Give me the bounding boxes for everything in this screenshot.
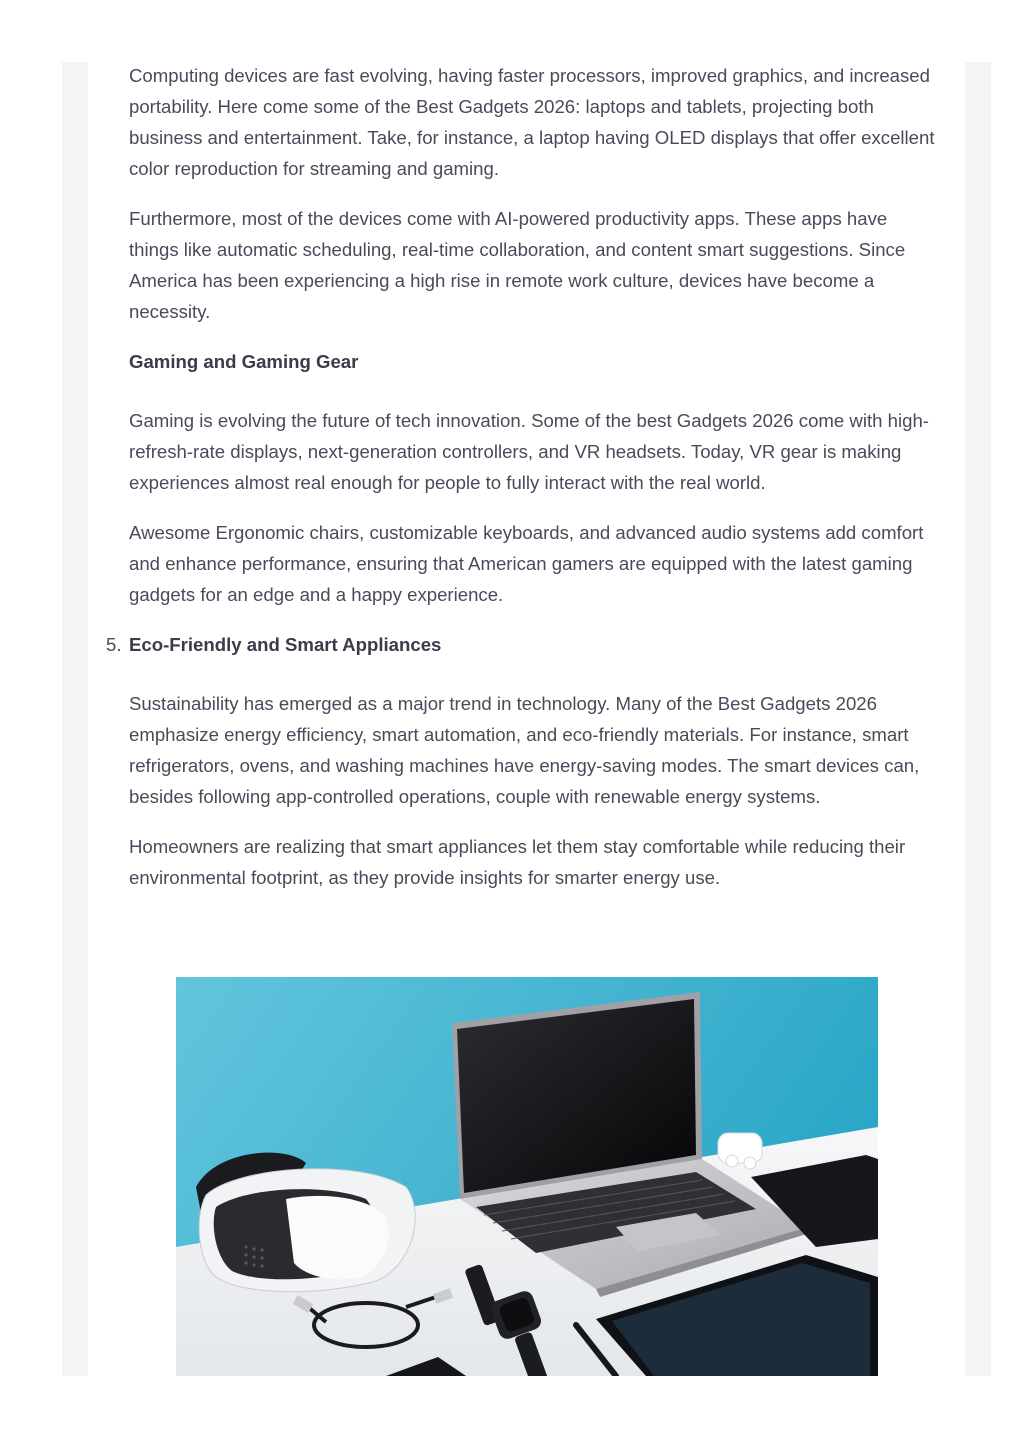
- article-body: [106, 60, 939, 912]
- heading-eco-item: [106, 629, 939, 660]
- paragraph-productivity: Furthermore, most of the devices come with AI-powered productivity apps. These apps have things like automatic scheduling, real-time collaboration, and content smart suggestions. Since America has been experiencing a high rise in remote work culture, devices have become a necessity.: [129, 208, 906, 322]
- list-number: 5.: [106, 634, 122, 655]
- paragraph-computing: Computing devices are fast evolving, having faster processors, improved graphics, and increased portability. Here come some of the Best Gadgets 2026: laptops and tablets, projecting both business and entertainment. Take, for instance, a laptop having OLED displays that offer excellent color reproduction for streaming and gaming.: [129, 65, 935, 179]
- left-margin-strip: [62, 62, 88, 1376]
- heading-gaming: Gaming and Gaming Gear: [129, 351, 359, 372]
- gadgets-photo: [176, 977, 878, 1376]
- paragraph-gaming: Gaming is evolving the future of tech innovation. Some of the best Gadgets 2026 come with high-refresh-rate displays, next-generation controllers, and VR headsets. Today, VR gear is making experiences almost real enough for people to fully interact with the real world.: [129, 410, 929, 493]
- heading-eco: Eco-Friendly and Smart Appliances: [129, 634, 442, 655]
- paragraph-gaming-gear: Awesome Ergonomic chairs, customizable keyboards, and advanced audio systems add comfort and enhance performance, ensuring that American gamers are equipped with the latest gaming gadgets for an edge and a happy experience.: [129, 522, 924, 605]
- right-margin-strip: [965, 62, 991, 1376]
- paragraph-homeowners: Homeowners are realizing that smart appliances let them stay comfortable while reducing their environmental footprint, as they provide insights for smarter energy use.: [129, 836, 906, 888]
- paragraph-sustainability: Sustainability has emerged as a major trend in technology. Many of the Best Gadgets 2026 emphasize energy efficiency, smart automation, and eco-friendly materials. For instance, smart refrigerators, ovens, and washing machines have energy-saving modes. The smart devices can, besides following app-controlled operations, couple with renewable energy systems.: [129, 693, 920, 807]
